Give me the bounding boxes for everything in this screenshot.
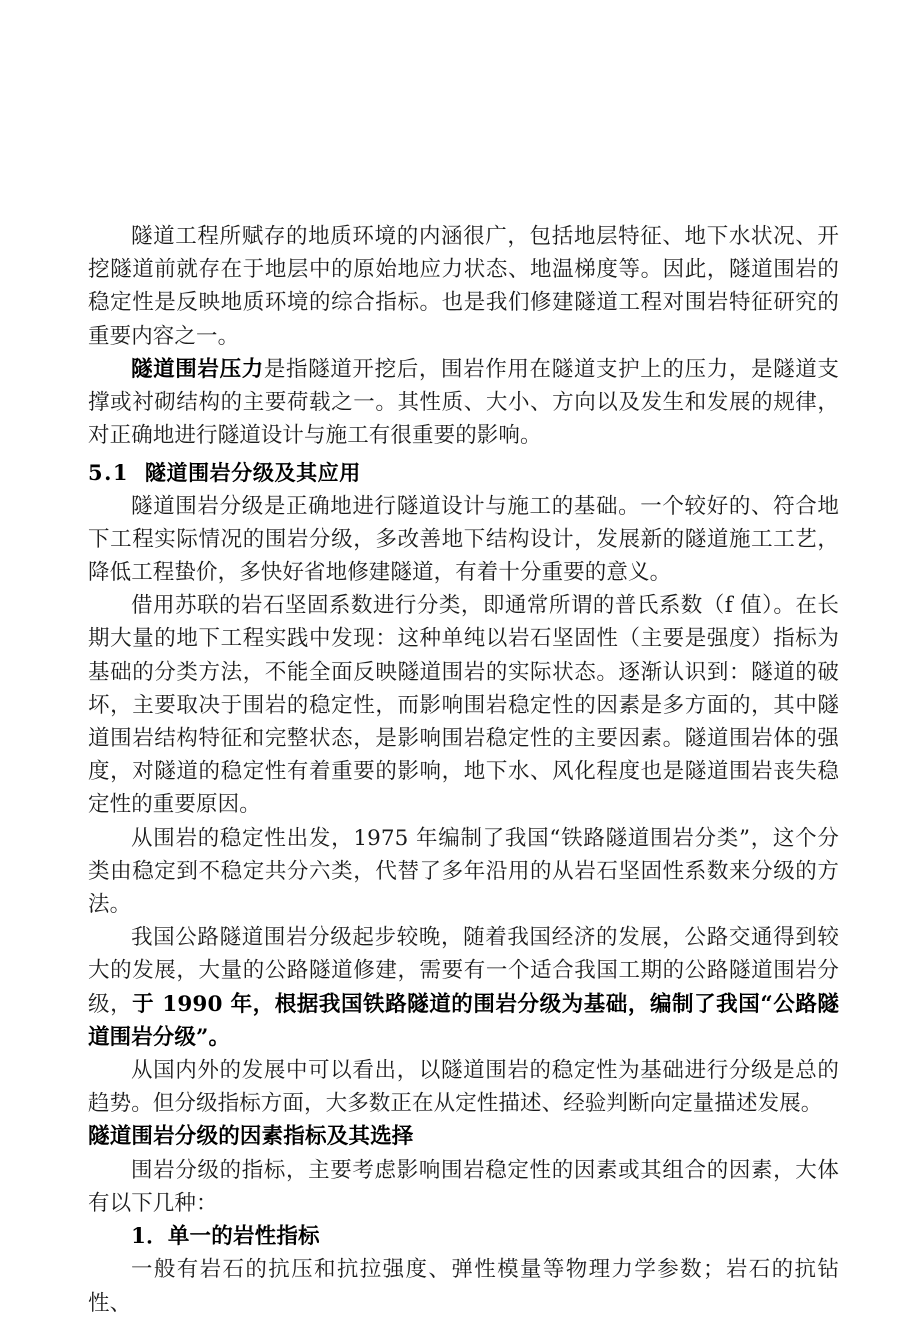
term-tunnel-rock-pressure: 隧道围岩压力 — [131, 356, 264, 382]
paragraph-intro-1: 隧道工程所赋存的地质环境的内涵很广，包括地层特征、地下水状况、开挖隧道前就存在于地层中的原始地应力状态、地温梯度等。因此，隧道围岩的稳定性是反映地质环境的综合指标。也是我们修建隧道工程对围岩特征研究的重要内容之一。 — [88, 224, 839, 349]
paragraph-intro-2-rest: 是指隧道开挖后，围岩作用在隧道支护上的压力，是隧道支撑或衬砌结构的主要荷载之一。其性质、大小、方向以及发生和发展的规律，对正确地进行隧道设计与施工有很重要的影响。 — [88, 356, 839, 449]
section-heading-5-1 — [88, 456, 839, 489]
list-item-heading-1: 1．单一的岩性指标 — [131, 1224, 320, 1250]
subheading-factor-indicators: 隧道围岩分级的因素指标及其选择 — [88, 1124, 414, 1150]
section-title: 隧道围岩分级及其应用 — [144, 460, 361, 486]
paragraph-5-1-3: 从围岩的稳定性出发，1975 年编制了我国“铁路隧道围岩分类”，这个分类由稳定到不稳定共分六类，代替了多年沿用的从岩石坚固性系数来分级的方法。 — [88, 825, 839, 918]
page-title — [88, 0, 839, 196]
page-content — [88, 0, 839, 1320]
paragraph-5-1-1: 隧道围岩分级是正确地进行隧道设计与施工的基础。一个较好的、符合地下工程实际情况的围岩分级，多改善地下结构设计，发展新的隧道施工工艺，降低工程蛰价，多快好省地修建隧道，有着十分重要的意义。 — [88, 493, 839, 586]
paragraph-5-1-5: 从国内外的发展中可以看出，以隧道围岩的稳定性为基础进行分级是总的趋势。但分级指标方面，大多数正在从定性描述、经验判断向定量描述发展。 — [88, 1058, 839, 1117]
paragraph-5-1-4-lead: 我国公路隧道围岩分级起步较晚，随着我国经济的发展，公路交通得到较大的发展，大量的公路隧道修建，需要有一个适合我国工期的公路隧道围岩分级， — [88, 925, 839, 1017]
paragraph-5-1-6: 围岩分级的指标，主要考虑影响围岩稳定性的因素或其组合的因素，大体有以下几种： — [88, 1157, 839, 1216]
paragraph-intro-2 — [88, 353, 839, 453]
paragraph-5-1-4 — [88, 921, 839, 1054]
paragraph-5-1-7: 一般有岩石的抗压和抗拉强度、弹性模量等物理力学参数；岩石的抗钻性、 — [88, 1257, 839, 1316]
paragraph-5-1-4-bold-tail: 于 1990 年，根据我国铁路隧道的围岩分级为基础，编制了我国“公路隧道围岩分级”。 — [88, 991, 839, 1050]
section-number: 5.1 — [88, 460, 130, 486]
paragraph-5-1-2: 借用苏联的岩石坚固系数进行分类，即通常所谓的普氏系数（f 值）。在长期大量的地下工程实践中发现：这种单纯以岩石坚固性（主要是强度）指标为基础的分类方法，不能全面反映隧道围岩的实际状态。逐渐认识到：隧道的破坏，主要取决于围岩的稳定性，而影响围岩稳定性的因素是多方面的，其中隧道围岩结构特征和完整状态，是影响围岩稳定性的主要因素。隧道围岩体的强度，对隧道的稳定性有着重要的影响，地下水、风化程度也是隧道围岩丧失稳定性的重要原因。 — [88, 593, 839, 818]
title-spacer — [88, 196, 839, 220]
